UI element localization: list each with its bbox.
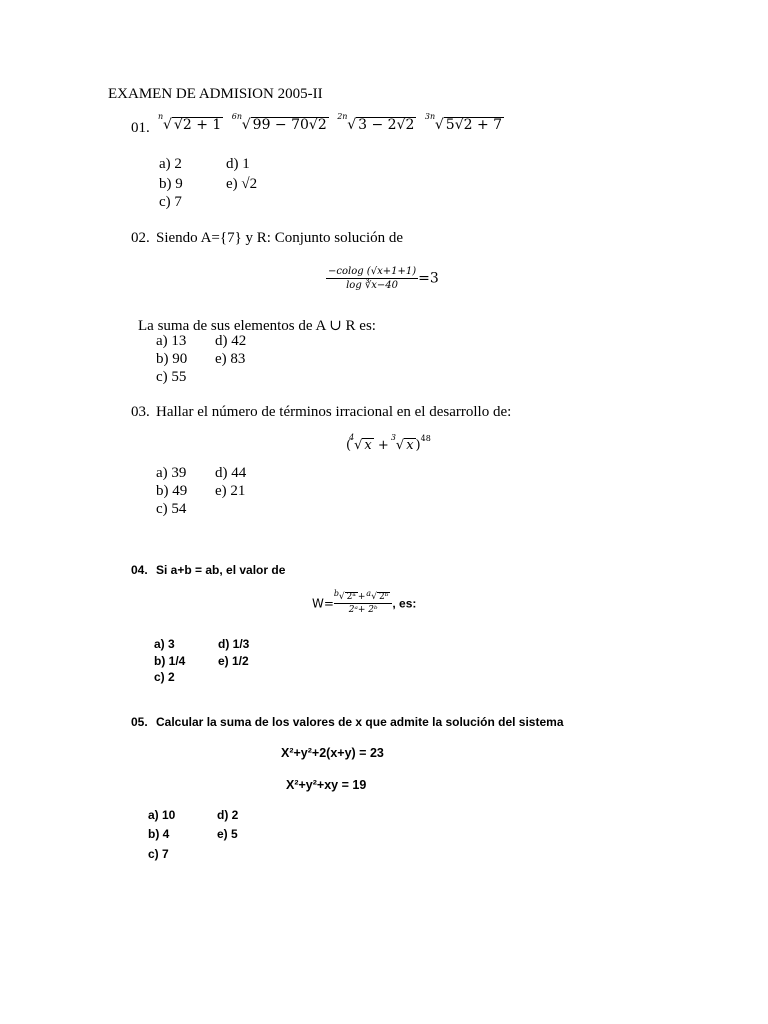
q2-fraction-numerator: −colog (√x+1+1): [328, 266, 417, 277]
q1-radical-3: 2n √ 3 − 2√2: [337, 112, 415, 133]
question-4-expression: [312, 589, 417, 616]
question-3-expression: [346, 434, 431, 453]
q1-radical-4-radicand: 5√2 + 7: [445, 117, 503, 133]
q4-fraction: [333, 589, 392, 616]
q3-option-c: c) 54: [156, 501, 187, 517]
q2-fraction: [326, 266, 418, 291]
q3-radical-1: 4 √ x: [349, 433, 372, 453]
q2-option-d: d) 42: [215, 333, 247, 349]
q2-option-c: c) 55: [156, 369, 187, 385]
q3-option-d: d) 44: [215, 465, 247, 481]
q4-option-c: c) 2: [154, 670, 175, 684]
q5-equation-2: X²+y²+xy = 19: [286, 778, 367, 792]
question-3-number: 03.: [131, 404, 150, 420]
question-2-subtext: La suma de sus elementos de A ∪ R es:: [138, 318, 376, 334]
question-5-number: 05.: [131, 715, 148, 729]
q1-option-a: a) 2: [159, 156, 182, 172]
q1-option-c: c) 7: [159, 194, 182, 210]
question-4-number: 04.: [131, 563, 148, 577]
q1-option-e: e) √2: [226, 176, 258, 192]
q3-option-b: b) 49: [156, 483, 188, 499]
q3-plus: +: [377, 438, 389, 453]
q5-option-c: c) 7: [148, 847, 169, 861]
q3-radical-2-radicand: x: [406, 438, 414, 453]
question-1-expression: [158, 112, 504, 133]
q1-radical-1: n √ √2 + 1: [158, 112, 222, 133]
q3-radical-1-index: 4: [349, 433, 355, 442]
q1-radical-1-radicand: √2 + 1: [173, 117, 222, 133]
question-2-equation: [326, 266, 439, 291]
q4-numerator-radical-2-radicand: 2ᵇ: [379, 592, 389, 602]
q3-open-paren: (: [346, 438, 352, 453]
q3-option-a: a) 39: [156, 465, 187, 481]
q3-radical-2: 3 √ x: [390, 433, 414, 453]
question-3-text: Hallar el número de términos irracional en el desarrollo de:: [156, 404, 512, 420]
q5-equation-1: X²+y²+2(x+y) = 23: [281, 746, 384, 760]
q4-option-b: b) 1/4: [154, 654, 186, 668]
q5-option-b: b) 4: [148, 827, 170, 841]
q5-option-d: d) 2: [217, 808, 239, 822]
q1-radical-2: 6n √ 99 − 70√2: [231, 112, 327, 133]
q4-fraction-numerator: [333, 589, 392, 604]
q1-radical-3-index: 2n: [337, 112, 348, 121]
q5-option-e: e) 5: [217, 827, 238, 841]
q4-numerator-radical-1-radicand: 2ᵃ: [346, 592, 356, 602]
q1-radical-4-index: 3n: [424, 112, 436, 121]
q2-fraction-denominator: log ∛x−40: [346, 280, 399, 291]
q3-exponent: 48: [420, 434, 431, 443]
q4-option-d: d) 1/3: [218, 637, 250, 651]
q4-option-e: e) 1/2: [218, 654, 249, 668]
q1-radical-2-index: 6n: [231, 112, 242, 121]
q1-option-d: d) 1: [226, 156, 250, 172]
question-2-text: Siendo A={7} y R: Conjunto solución de: [156, 230, 404, 246]
q3-radical-2-index: 3: [390, 433, 396, 442]
q3-radical-1-radicand: x: [364, 438, 372, 453]
q4-numerator-radical-1: b √ 2ᵃ: [333, 589, 356, 602]
q1-option-b: b) 9: [159, 176, 183, 192]
q1-radical-4: 3n √ 5√2 + 7: [424, 112, 503, 133]
q4-option-a: a) 3: [154, 637, 175, 651]
q4-suffix: , es:: [392, 596, 417, 611]
q1-radical-2-radicand: 99 − 70√2: [252, 117, 327, 133]
q2-option-e: e) 83: [215, 351, 246, 367]
q4-numerator-plus: +: [357, 592, 366, 602]
q1-radical-1-index: n: [158, 112, 164, 121]
exam-title: EXAMEN DE ADMISION 2005-II: [108, 86, 323, 102]
q2-option-b: b) 90: [156, 351, 188, 367]
q3-option-e: e) 21: [215, 483, 246, 499]
q2-equation-rhs: =3: [418, 270, 439, 287]
question-5-text: Calcular la suma de los valores de x que admite la solución del sistema: [156, 715, 564, 729]
q4-w-label: W=: [312, 596, 334, 611]
q5-option-a: a) 10: [148, 808, 176, 822]
q3-close-paren: ): [415, 438, 421, 453]
q4-fraction-denominator: 2ᵃ+ 2ᵇ: [348, 605, 378, 616]
q4-numerator-radical-2-index: a: [366, 589, 372, 598]
q4-numerator-radical-2: a √ 2ᵇ: [366, 589, 389, 602]
question-4-text: Si a+b = ab, el valor de: [156, 563, 286, 577]
question-2-number: 02.: [131, 230, 150, 246]
question-1-number: 01.: [131, 120, 150, 136]
q2-option-a: a) 13: [156, 333, 187, 349]
q4-numerator-radical-1-index: b: [333, 589, 340, 598]
q1-radical-3-radicand: 3 − 2√2: [358, 117, 415, 133]
